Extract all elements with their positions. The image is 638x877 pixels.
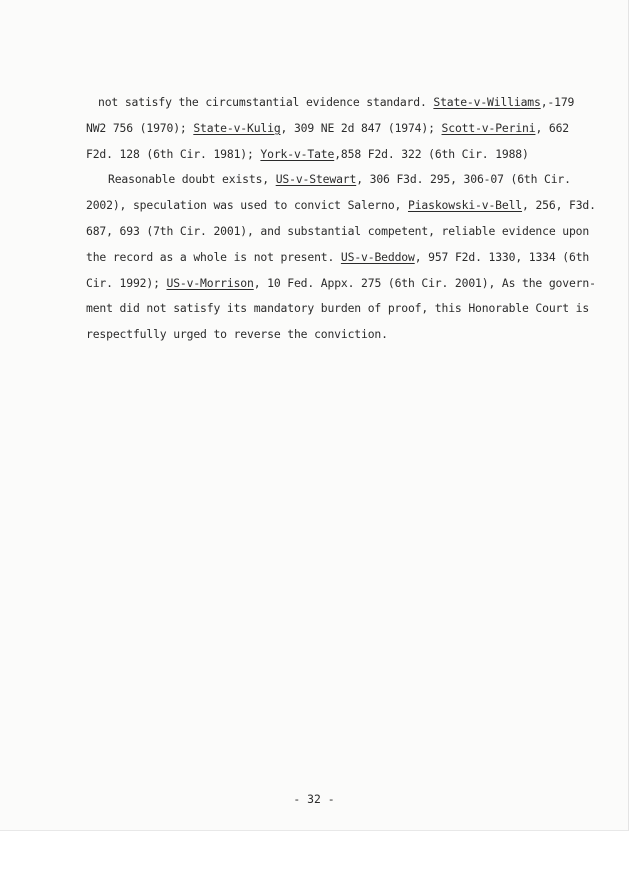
text-segment: NW2 756 (1970); bbox=[86, 120, 194, 135]
case-citation: Piaskowski-v-Bell bbox=[407, 198, 523, 213]
text-segment: , 309 NE 2d 847 (1974); bbox=[280, 120, 442, 135]
case-citation: US-v-Morrison bbox=[166, 275, 254, 290]
text-line bbox=[86, 90, 575, 116]
text-line bbox=[86, 271, 596, 297]
text-segment: not satisfy the circumstantial evidence standard. bbox=[98, 95, 434, 109]
case-citation: York-v-Tate bbox=[260, 146, 335, 161]
text-segment: 2002), speculation was used to convict Salerno, bbox=[86, 198, 408, 213]
case-citation: US-v-Beddow bbox=[340, 249, 415, 264]
case-citation: State-v-Kulig bbox=[193, 120, 281, 135]
text-line bbox=[86, 219, 590, 245]
text-line bbox=[86, 193, 596, 219]
case-citation: Scott-v-Perini bbox=[441, 120, 536, 135]
text-segment: respectfully urged to reverse the conviction. bbox=[86, 327, 388, 342]
page-number: - 32 - bbox=[293, 792, 335, 806]
text-line bbox=[86, 245, 590, 271]
text-segment: Reasonable doubt exists, bbox=[108, 172, 276, 187]
text-segment: , 957 F2d. 1330, 1334 (6th bbox=[414, 249, 590, 264]
text-segment: F2d. 128 (6th Cir. 1981); bbox=[86, 146, 261, 161]
text-segment: , 10 Fed. Appx. 275 (6th Cir. 2001), As the govern- bbox=[253, 275, 596, 290]
text-line bbox=[86, 296, 590, 322]
body-text bbox=[86, 90, 596, 348]
text-segment: ment did not satisfy its mandatory burden of proof, this Honorable Court is bbox=[86, 301, 590, 316]
text-line bbox=[86, 142, 556, 168]
text-line bbox=[86, 167, 571, 193]
text-line bbox=[86, 116, 569, 142]
case-citation: State-v-Williams bbox=[433, 95, 541, 109]
text-segment: ,-179 bbox=[540, 95, 575, 109]
text-line bbox=[86, 322, 556, 348]
text-segment: , 256, F3d. bbox=[522, 198, 596, 213]
text-segment: the record as a whole is not present. bbox=[86, 249, 341, 264]
text-segment: Cir. 1992); bbox=[86, 275, 167, 290]
text-segment: , 662 bbox=[535, 120, 569, 135]
text-segment: 687, 693 (7th Cir. 2001), and substantial competent, reliable evidence upon bbox=[86, 223, 590, 238]
text-segment: ,858 F2d. 322 (6th Cir. 1988) bbox=[334, 146, 529, 161]
text-segment: , 306 F3d. 295, 306-07 (6th Cir. bbox=[356, 172, 571, 187]
case-citation: US-v-Stewart bbox=[275, 172, 357, 187]
